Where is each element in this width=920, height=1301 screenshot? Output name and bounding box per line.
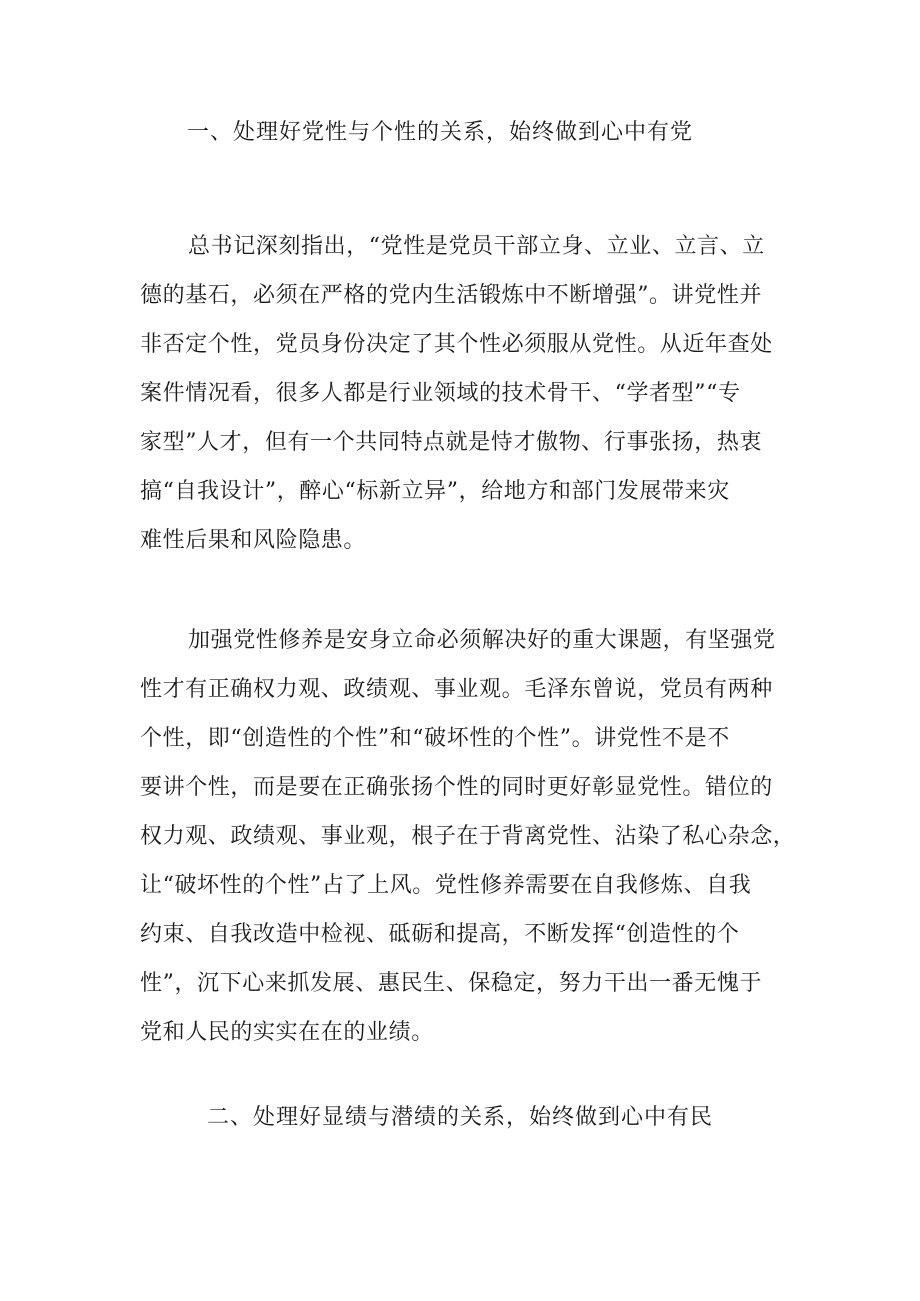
paragraph-line: 案件情况看，很多人都是行业领域的技术骨干、“学者型”“专	[140, 381, 741, 406]
paragraph-line: 权力观、政绩观、事业观，根子在于背离党性、沾染了私心杂念，	[140, 824, 796, 849]
paragraph-line: 党和人民的实实在在的业绩。	[140, 1020, 434, 1045]
paragraph-line: 难性后果和风险隐患。	[140, 528, 367, 553]
paragraph-line: 约束、自我改造中检视、砥砺和提高，不断发挥“创造性的个	[140, 922, 740, 947]
section-heading-1: 一、处理好党性与个性的关系，始终做到心中有党	[186, 120, 693, 145]
paragraph-line: 搞“自我设计”，醉心“标新立异”，给地方和部门发展带来灾	[140, 479, 730, 504]
paragraph-line: 总书记深刻指出，“党性是党员干部立身、立业、立言、立	[188, 234, 765, 259]
paragraph-line: 性才有正确权力观、政绩观、事业观。毛泽东曾说，党员有两种	[140, 677, 773, 702]
paragraph-line: 非否定个性，党员身份决定了其个性必须服从党性。从近年查处	[140, 332, 773, 357]
section-heading-2: 二、处理好显绩与潜绩的关系，始终做到心中有民	[206, 1105, 713, 1130]
paragraph-line: 家型”人才，但有一个共同特点就是恃才傲物、行事张扬，热衷	[140, 430, 763, 455]
paragraph-line: 加强党性修养是安身立命必须解决好的重大课题，有坚强党	[188, 628, 776, 653]
paragraph-line: 性”，沉下心来抓发展、惠民生、保稳定，努力干出一番无愧于	[140, 971, 763, 996]
paragraph-2	[140, 616, 796, 1057]
paragraph-line: 要讲个性，而是要在正确张扬个性的同时更好彰显党性。错位的	[140, 775, 773, 800]
paragraph-line: 让“破坏性的个性”占了上风。党性修养需要在自我修炼、自我	[140, 873, 752, 898]
paragraph-line: 德的基石，必须在严格的党内生活锻炼中不断增强”。讲党性并	[140, 283, 763, 308]
paragraph-line: 个性，即“创造性的个性”和“破坏性的个性”。讲党性不是不	[140, 726, 730, 751]
paragraph-1	[140, 222, 790, 565]
